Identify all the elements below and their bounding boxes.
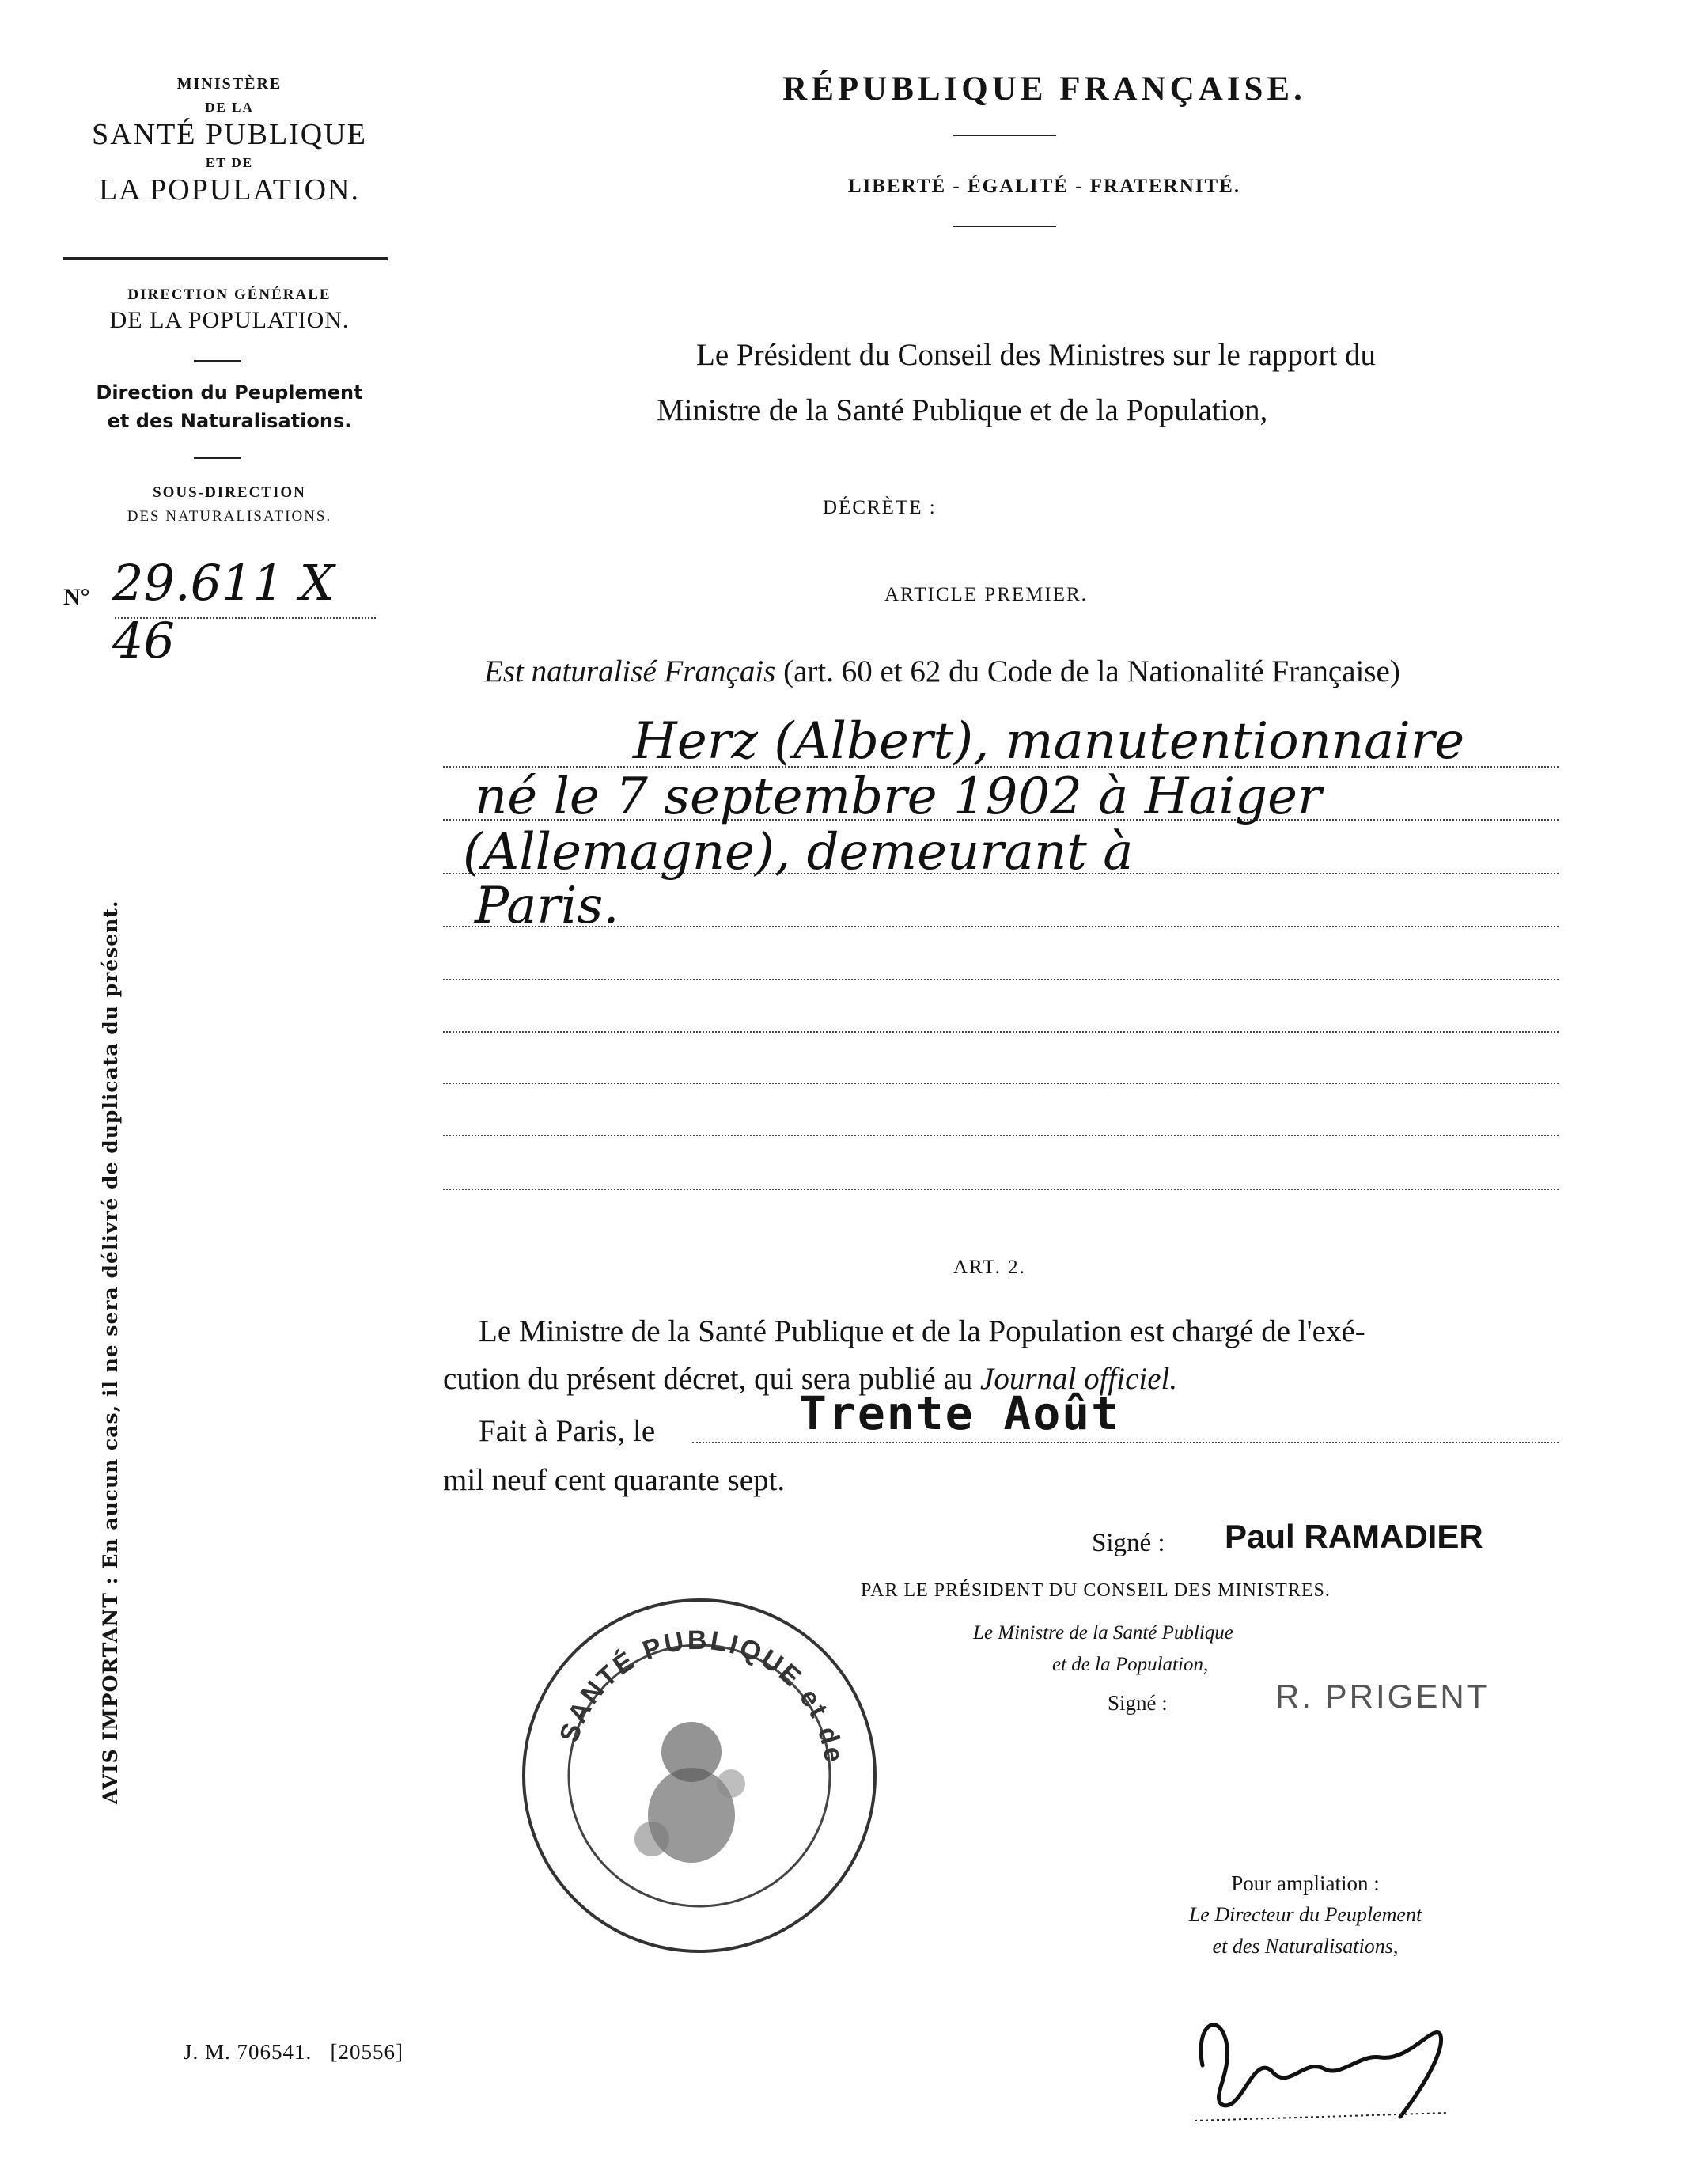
direction-line2: DE LA POPULATION. [109,307,350,333]
direction-divider-1 [194,360,241,362]
file-number-line [115,617,376,619]
seal-text: SANTÉ PUBLIQUE et de [554,1625,850,1767]
header-rule-2 [953,226,1056,227]
signe2-label: Signé : [1108,1691,1168,1715]
ministry-block [47,75,411,207]
ministry-divider [63,257,388,260]
ministry-line4: ET DE [205,155,254,170]
minister-line2: et de la Population, [1052,1654,1209,1675]
direction-line4: et des Naturalisations. [107,410,352,432]
handwritten-line-4: Paris. [475,877,619,935]
journal-officiel: Journal officiel. [980,1362,1178,1396]
article1-heading: ARTICLE PREMIER. [884,584,1088,605]
dotted-line-9 [443,1189,1559,1190]
preamble-line1: Le Président du Conseil des Ministres sur le rapport du [696,338,1376,372]
direction-line1: DIRECTION GÉNÉRALE [127,286,331,303]
handwritten-line-3: (Allemagne), demeurant à [463,823,1134,882]
ministry-line5: LA POPULATION. [99,173,360,207]
fait-dotted-line [692,1442,1559,1443]
article2-line2-text: cution du présent décret, qui sera publié au [443,1362,981,1396]
signe2-name: R. PRIGENT [1275,1678,1490,1715]
article1-intro-italic: Est naturalisé Français [484,654,776,688]
file-number-prefix: N° [63,584,90,610]
file-number-value: 29.611 X 46 [112,554,335,669]
ministry-line2: DE LA [205,100,254,115]
dotted-line-8 [443,1135,1559,1136]
article1-intro-rest: (art. 60 et 62 du Code de la Nationalité Française) [783,654,1400,688]
republic-title: RÉPUBLIQUE FRANÇAISE. [782,70,1306,108]
footer-code: J. M. 706541. [20556] [184,2040,403,2064]
ampliation-line3: et des Naturalisations, [1212,1935,1399,1958]
minister-line1: Le Ministre de la Santé Publique [973,1622,1233,1644]
ampliation-line2: Le Directeur du Peuplement [1188,1903,1422,1926]
fait-date: Trente Août [799,1386,1121,1440]
article2-line1: Le Ministre de la Santé Publique et de la Population est chargé de l'exé- [479,1314,1365,1348]
preamble-line2: Ministre de la Santé Publique et de la Population, [657,393,1268,427]
ministry-line3: SANTÉ PUBLIQUE [92,118,367,151]
handwritten-line-1: Herz (Albert), manutentionnaire [633,712,1465,771]
article2-line4: mil neuf cent quarante sept. [443,1463,786,1497]
signe1-label: Signé : [1092,1529,1165,1557]
director-signature [1179,1978,1464,2129]
article1-intro [484,647,1608,696]
par-le-president: PAR LE PRÉSIDENT DU CONSEIL DES MINISTRES. [861,1580,1331,1601]
seal-graphic [525,1602,873,1950]
sous-direction-block [47,484,411,525]
dotted-line-6 [443,1031,1559,1033]
republic-motto: LIBERTÉ - ÉGALITÉ - FRATERNITÉ. [847,176,1241,197]
ampliation-line1: Pour ampliation : [1231,1871,1380,1895]
direction-line6: DES NATURALISATIONS. [127,508,332,525]
dotted-line-7 [443,1083,1559,1084]
official-seal [522,1598,877,1953]
header-rule-1 [953,135,1056,136]
direction-block [47,286,411,334]
direction-line3: Direction du Peuplement [96,381,363,404]
signe1-name: Paul RAMADIER [1225,1518,1483,1555]
ministry-line1: MINISTÈRE [176,75,282,93]
vertical-notice: AVIS IMPORTANT : En aucun cas, il ne sera délivré de duplicata du présent. [99,900,122,1804]
article2-heading: ART. 2. [953,1257,1026,1278]
dotted-line-5 [443,979,1559,980]
decrete-label: DÉCRÈTE : [823,497,937,518]
fait-label: Fait à Paris, le [479,1414,656,1448]
direction-line5: SOUS-DIRECTION [153,484,306,501]
direction-divider-2 [194,457,241,459]
peuplement-block [47,381,411,432]
handwritten-line-2: né le 7 septembre 1902 à Haiger [475,768,1322,826]
